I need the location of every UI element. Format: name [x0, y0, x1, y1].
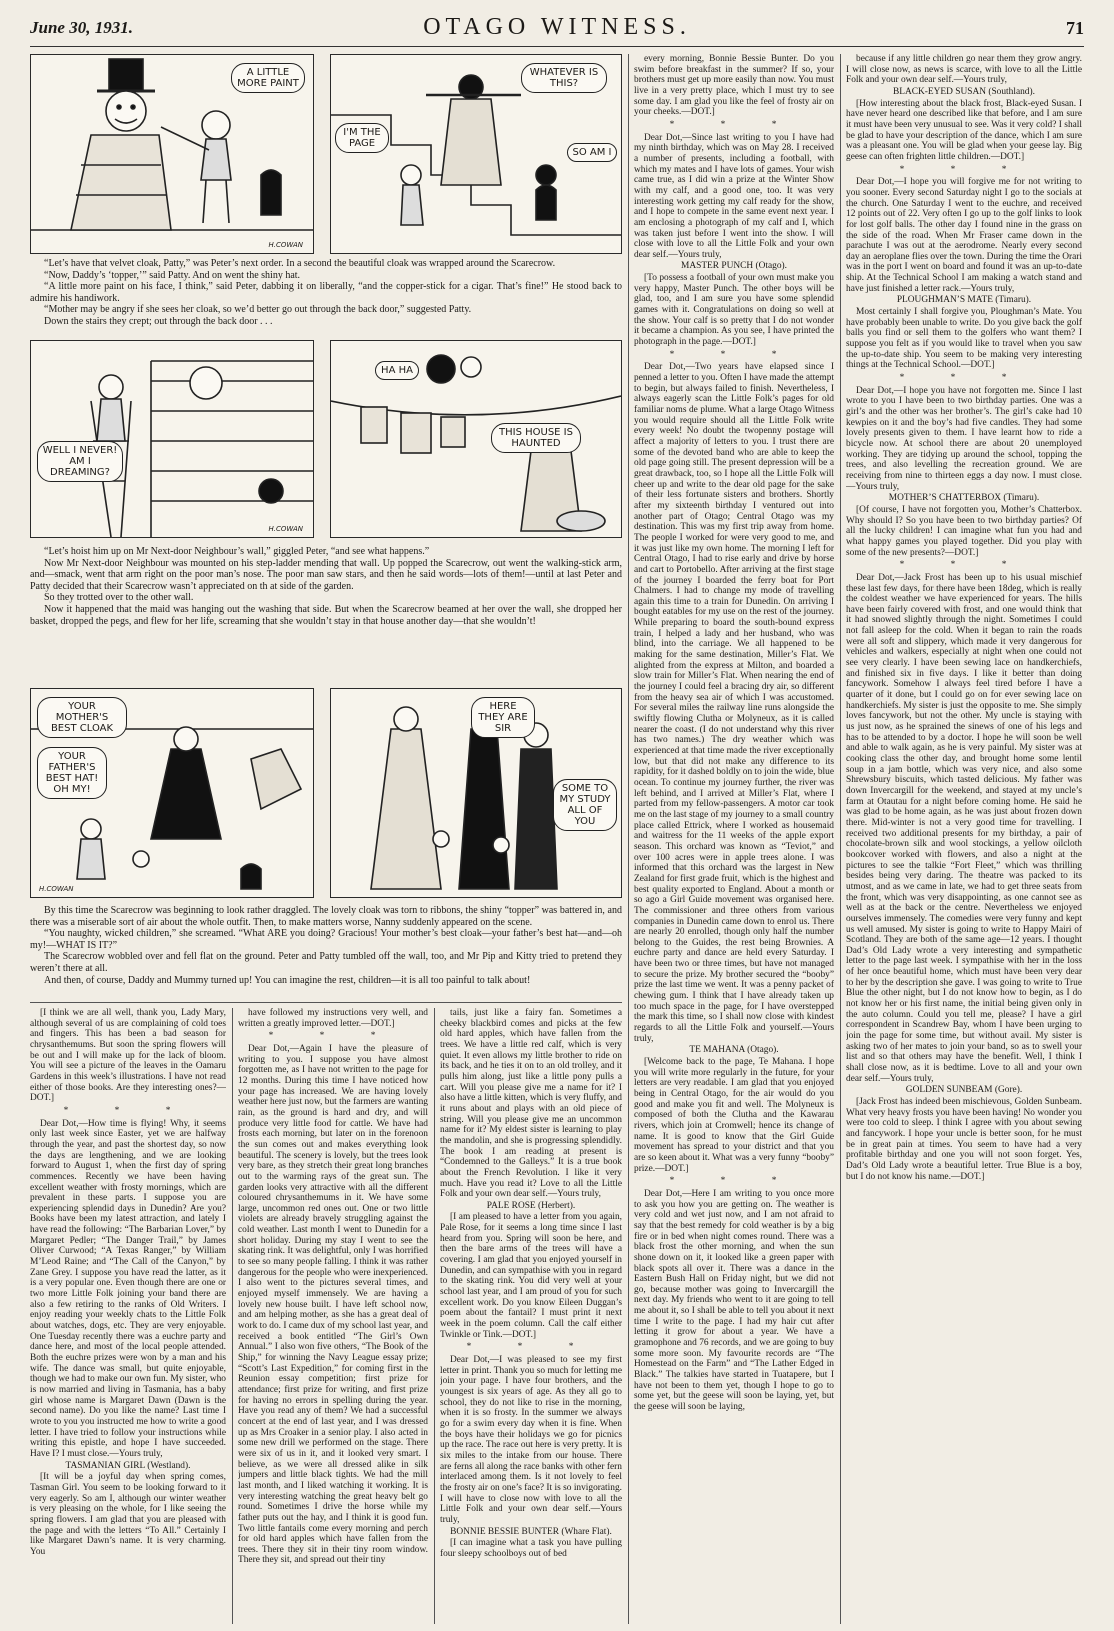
letter-signature: GOLDEN SUNBEAM (Gore). — [905, 1085, 1023, 1096]
section-stars: * * * — [669, 349, 799, 360]
speech-bubble: YOUR MOTHER'S BEST CLOAK — [37, 697, 127, 738]
comic-panel-nanny — [30, 688, 314, 898]
comic-panel-wall-neighbour — [30, 340, 314, 538]
letters-column-4 — [634, 54, 834, 1624]
column-rule — [628, 54, 629, 1624]
section-stars: * * * — [669, 1176, 799, 1187]
letter-signature: BONNIE BESSIE BUNTER (Whare Flat). — [450, 1526, 612, 1537]
section-rule — [30, 1002, 622, 1003]
editor-reply: [It will be a joyful day when spring comes, Tasman Girl. You seem to be looking forward to it very eagerly. So am I, although our winter weather is very pleasing on the whole, for I like seeing the spring flowers. I am glad that you are pleased with the page and with the letters “To All.” Certainly I like Margaret Dawn’s name. It is very charming. You — [30, 1472, 226, 1557]
letter-signature: PALE ROSE (Herbert). — [486, 1200, 576, 1211]
story-paragraph: By this time the Scarecrow was beginning to look rather draggled. The lovely cloak was torn to ribbons, the shiny “topper” was battered in, and there was a miserable sort of air about the whole outfit. Then, to make matters worse, Nanny suddenly appeared on the scene. — [30, 905, 622, 928]
story-paragraph: And then, of course, Daddy and Mummy turned up! You can imagine the rest, children—it is all too painful to talk about! — [44, 974, 531, 986]
editor-reply: [Of course, I have not forgotten you, Mother’s Chatterbox. Why should I? So you have been to two birthday parties? Of all the lucky children! I can imagine what fun you had and what happy games you played together. Did you play with some of the new presents?—DOT.] — [846, 504, 1082, 558]
letter-body: Dear Dot,—How time is flying! Why, it seems only last week since Easter, yet we are halfway through the year, and past the shortest day, so now the days are lengthening, and we are looking forward to August 1, when the first day of spring commences. Recently we have been having excellent weather with frosty mornings, which are prevalent in these parts. I suppose you are experiencing splendid days in Dunedin? Are you? Books have been my latest attraction, and lately I have read the following: “The Barbarian Lover,” by Margaret Pedler; “The Danger Trail,” by James Oliver Curwood; “A Texas Ranger,” by William M’Leod Raine; and “The Call of the Canyon,” by Zane Grey. I suppose you have read the latter, as it is a very popular one. Even though there are one or two more Little Folk joining your band there are also a few retiring to the ranks of Old Writers. I enjoy reading your weekly chats to the Little Folk about watches, dogs, etc. They are very enjoyable. One Tuesday recently there was a euchre party and dance here, and most of the local people attended. Both the euchre prizes were won by a man and his wife. The dance was small, but quite enjoyable, though we had to make our own fun. My sister, who is now married and living in Tasmania, has a baby girl whose name is Margaret Dawn (Dawn is the second name). Do you like the name? Last time I wrote to you you instructed me how to write a good letter. I have tried to follow your instructions while writing this epistle, and hope I have succeeded. Have I? I must close.—Yours truly, — [30, 1118, 226, 1459]
speech-bubble: YOUR FATHER'S BEST HAT! OH MY! — [37, 747, 107, 799]
letter-body: because if any little children go near them they grow angry. I will close now, as news is scarce, with love to all the Little Folk and your own dear self.—Yours truly, — [846, 54, 1082, 86]
editor-reply: [I think we are all well, thank you, Lady Mary, although several of us are complaining of cold toes and fingers. This has been a bad season for chrysanthemums. But soon the spring flowers will be out and I will make up for the lack of bloom. You will see a picture of the leaves in the Oamaru Gardens in this week’s illustrations. I have not read either of those books. Are they interesting ones?—DOT.] — [30, 1008, 226, 1104]
section-stars: * * * — [899, 164, 1029, 175]
letters-column-2 — [238, 1008, 428, 1624]
story-paragraph: Now Mr Next-door Neighbour was mounted on his step-ladder mending that wall. Up popped the Scarecrow, out went the walking-stick arm, and—smack, went that arm right on the poor man’s nose. The poor man saw stars, and then he said words—lots of them!—until at last Peter and Patty decided that their Scarecrow wasn’t appreciated on th at side of the garden. — [30, 557, 622, 592]
comic-panel-back-door — [330, 54, 622, 254]
section-stars: * * * — [899, 373, 1029, 384]
story-paragraph: “Now, Daddy’s ‘topper,’” said Patty. And on went the shiny hat. — [44, 269, 301, 281]
letter-body: Dear Dot,—Again I have the pleasure of writing to you. I suppose you have almost forgotten me, as I have not written to the page for 12 months. During this time I have noticed how your page has increased. We are having lovely weather here just now, but the farmers are wanting rain, as the ground is hard and dry, and will produce very little food for cattle. We have had frosts each morning, but later on in the forenoon the sun comes out and makes everything look beautiful. The scenery is lovely, but the trees look very bare, as they stretch their great long branches out to the warming rays of the great sun. The garden looks very attractive with all the different coloured chrysanthemums in it. We have some large, uncommon red ones out. One or two little violets are already bravely struggling against the cold weather. Last month I went to Dunedin for a short holiday. During my stay I went to see the skating rink. It was delightful, only I was horrified to see so many people falling. I think it was rather dangerous for the people who were inexperienced. I also went to the pictures several times, and enjoyed myself immensely. We are having a lovely new house built. I have left school now, and am helping mother, as she has a great deal of work to do. I came dux of my school last year, and received a book entitled “The Girl’s Own Annual.” I also won five others, “The Book of the Ship,” for winning the Navy League essay prize; “Scott’s Last Expedition,” for coming first in the Reunion essay competition; first prize for attendance; first prize for writing, and first prize for having no errors in spelling during the year. Have you read any of them? We had a successful concert at the end of last year, and I was dressed up as Mrs Croaker in a senior play. I also acted in some new drill we performed on the stage. There were six of us in it, and it looked very smart. I believe, as we were all dressed alike in silk jumpers and little black tights. We had the mill last month, and I liked watching it working. It is very interesting watching the great heavy belt go round. Sometimes I drive the horse while my father puts out the hay, and I think it is good fun. Two little fantails come every morning and perch for old hard apples which have fallen from the trees. There they sit in their tiny room window. There they sit, and spread out their tiny — [238, 1043, 428, 1566]
column-rule — [232, 1008, 233, 1624]
speech-bubble: WELL I NEVER! AM I DREAMING? — [37, 441, 123, 482]
editor-reply: [I can imagine what a task you have pulling four sleepy schoolboys out of bed — [440, 1538, 622, 1559]
letter-body: Dear Dot,—Jack Frost has been up to his usual mischief these last few days, for there have been 18deg, which is really the coldest weather we have experienced for years. The hills have been fairly covered with frost, and one would think that it had snowed slightly through the night. Sometimes I could not fall asleep for the cold. When it began to rain the roads were all soft and slippery, which made it very dangerous for vehicles and walkers, especially at night when one could not see very clearly. I have been sewing lace on handkerchiefs, and finished six in five days. I like it better than doing fancywork. Somehow I always feel tired before I have a quarter of it done, but I could go on for ever sewing lace on handkerchiefs. My sister is just the opposite to me. She simply loves fancywork, but not the other. My uncle is staying with us just now, as he sprained the sinews of one of his legs and has to be attended to by a doctor. I hope he will soon be well and able to walk again, as he is very painful. My sister was at cooking class the other day, and brought home some lentil soup in a jam bottle, which was very nice, and also some Shrewsbury biscuits, which tasted delicious. My father was down Invercargill for the weekend, and stayed at my uncle’s farm at Otautau for a night before coming home. He said he was glad to be home again, as he was just about frozen down there. Mid-winter is not a very good time for travelling. I received two additional presents for my birthday, a pair of chocolate-brown silk and wool stockings, a yellow oilcloth bookcover worked with flowers, and also a night at the pictures to see the talkie “Fort Fleet,” which was thrilling besides being very daring. The theatre was packed to its utmost, and as we came in late, we had to get three seats from the front, which was very disappointing, as one cannot see as well as at the back or the centre. Nevertheless we enjoyed ourselves immensely. The comedies were very funny and kept us well amused. My sister is going to write to Happy Mairi of Scotland. They are both of the same age—12 years. I thought Dad’s Old Lady wrote a very interesting and sympathetic letter to the page last week. I sympathise with her in the loss of her once beautiful home, which must have been very dear to her by the description she gave. I was going to write to True Blue the other night, but I do not know how to begin, as I do not know her or his first name, the initial being given only in the auto column. Could you tell me, please? I have a girl correspondent in Scandrew Bay, whom I have been urging to join the page for some time, but without avail. My sister is asking two of her mates to join your band, so as to swell your list and so that others may have the benefit. Well, I think I shall close now, as it is bedtime. Love to all and your own dear self.—Yours truly, — [846, 572, 1082, 1084]
letter-body: Dear Dot,—I hope you will forgive me for not writing to you sooner. Every second Saturday night I go to the socials at the church. One Saturday I went to the euchre, and received 12 points out of 22. Very often I go up to the golf links to look for lost golf balls. The other day I found nine in the grass on the side of the road. When Mr Fraser came down in the parachute I was out at the aerodrome. Nearly every second day an aeroplane flies over the town. During the time the Orari was in the port I went on board and found it was an up-to-date ship. At the Technical School I am making a watch stand and have just finished a letter rack.—Yours truly, — [846, 177, 1082, 294]
artist-signature: H.COWAN — [268, 241, 303, 249]
letter-signature: MASTER PUNCH (Otago). — [681, 261, 787, 272]
artist-signature: H.COWAN — [39, 885, 74, 893]
letter-body: Dear Dot,—Here I am writing to you once more to ask you how you are getting on. The weather is very cold and wet just now, and I am not afraid to say that the best remedy for cold weather is by a big fire or in bed when night comes round. There was a black frost the other morning, and when the sun shone down on it, it looked like a green paper with black spots all over it. There was a dance in the Eastern Bush Hall on Friday night, but we did not go, because mother was going to Invercargill the next day. My friends who went to it are going to tell me about it, so I shall be able to tell you about it next time I write to the page. I had my hair cut after letting it grow for about a year. We have a gramophone and 76 records, and we are going to buy some more soon. My favourite records are “The Homestead on the Farm” and “The Lather Edged in Black.” The talkies have started in Tuatapere, but I have not been to them yet, though I hope to go to some yet, but the geese will soon be laying, yet, but the geese will soon be laying, — [634, 1188, 834, 1413]
speech-bubble: HA HA — [375, 361, 419, 380]
section-stars: * * * — [268, 1031, 398, 1042]
story-paragraph: “Mother may be angry if she sees her cloak, so we’d better go out through the back door,” suggested Patty. — [44, 304, 472, 316]
editor-reply: have followed my instructions very well, and written a greatly improved letter.—DOT.] — [238, 1008, 428, 1029]
section-stars: * * * — [899, 560, 1029, 571]
speech-bubble: HERE THEY ARE SIR — [471, 697, 535, 738]
header-rule — [30, 46, 1084, 47]
comic-panel-scarecrow-dressing — [30, 54, 314, 254]
speech-bubble: SOME TO MY STUDY ALL OF YOU — [553, 779, 617, 831]
page-number: 71 — [1066, 18, 1084, 38]
story-paragraph: “A little more paint on his face, I think,” said Peter, dabbing it on liberally, “and the copper-stick for a cigar. That’s fine!” He stood back to admire his handiwork. — [30, 281, 622, 304]
editor-reply: Most certainly I shall forgive you, Ploughman’s Mate. You have probably been unable to write. Do you give back the golf balls you find or sell them to the golfers who want them? I suppose you felt as if you would like to travel when you saw the up-to-date ship. You seem to be making very interesting things at the Technical School.—DOT.] — [846, 307, 1082, 371]
story-paragraph: “Let’s hoist him up on Mr Next-door Neighbour’s wall,” giggled Peter, “and see what happens.” — [44, 546, 430, 557]
editor-reply: every morning, Bonnie Bessie Bunter. Do you swim before breakfast in the summer? If so, your brothers must get up more easily than now. You must live in a very pretty place, which I must try to see some day. I am glad you like the feel of frosty air on your cheeks.—DOT.] — [634, 54, 834, 118]
story-part-2 — [30, 546, 622, 627]
editor-reply: [I am pleased to have a letter from you again, Pale Rose, for it seems a long time since I last heard from you. Spring will soon be here, and then the bare arms of the trees will have a covering. I am glad that you enjoyed yourself in Dunedin, and can sympathise with you in regard to the skating rink. You did very well at your school last year, and I am proud of you for such excellent work. Do you know Eileen Duggan’s poem about the fantail? I must print it next week in the poem column. Call the calf either Twinkle or Tink.—DOT.] — [440, 1212, 622, 1340]
letter-signature: PLOUGHMAN’S MATE (Timaru). — [896, 295, 1032, 306]
editor-reply: [How interesting about the black frost, Black-eyed Susan. I have never heard one described like that before, and I am sure it must have been very unusual to see. Was it very cold? I shall be glad to have your description of the dance, which I am sure was a pleasant one. You will be glad when your geese lay. Big geese can often frighten little children.—DOT.] — [846, 98, 1082, 162]
issue-date: June 30, 1931. — [30, 18, 133, 37]
story-part-3 — [30, 905, 622, 986]
page-header — [30, 14, 1084, 44]
masthead-title: OTAGO WITNESS. — [423, 14, 691, 40]
section-stars: * * * — [669, 119, 799, 130]
story-paragraph: Now it happened that the maid was hanging out the washing that side. But when the Scarecrow beamed at her over the wall, she dropped her basket, dropped the pegs, and flew for her life, screaming that she wouldn’t stay in that house another day—that she wouldn’t! — [30, 603, 622, 627]
speech-bubble: WHATEVER IS THIS? — [521, 63, 607, 93]
letters-column-3 — [440, 1008, 622, 1624]
editor-reply: [Welcome back to the page, Te Mahana. I hope you will write more regularly in the future, for your letters are very readable. I am glad that you enjoyed being in Central Otago, for the air would do you good and make you fit and well. The Molyneux is composed of both the Clutha and the Kawarau rivers, which join at Cromwell; hence its change of name. It is good to know that the Girl Guide movement has spread to your district and that you are so keen about it. What was a very funny “booby” prize.—DOT.] — [634, 1057, 834, 1174]
section-stars: * * * — [466, 1342, 596, 1353]
speech-bubble: SO AM I — [567, 143, 617, 162]
letter-body: Dear Dot,—I was pleased to see my first letter in print. Thank you so much for letting me join your page. I have four brothers, and the youngest is six years of age. As they all go to school, they do not like to rise in the morning, when it is so frosty. In the summer we always go for a swim every day when it is fine. When the boys have their holidays we go for picnics up the race. The race out here is very pretty. It is six miles to the intake from our house. There are ferns all along the race banks with other fern interlaced among them. Is it not lovely to feel the frosty air on one’s face? It is so invigorating. I will have to close now with love to all the Little Folk and your own dear self.—Yours truly, — [440, 1355, 622, 1525]
letter-signature: MOTHER’S CHATTERBOX (Timaru). — [888, 493, 1040, 504]
editor-reply: [To possess a football of your own must make you very happy, Master Punch. The other boys will be glad, too, and I am sure you have some splendid games with it. Congratulations on doing so well at the show. Your calf is so pretty that I do not wonder it became a champion. As you see, I have printed the photograph in the page.—DOT.] — [634, 273, 834, 348]
letter-signature: BLACK-EYED SUSAN (Southland). — [893, 86, 1035, 97]
letters-column-5 — [846, 54, 1082, 1624]
speech-bubble: I'M THE PAGE — [335, 123, 389, 153]
letter-body: Dear Dot,—Two years have elapsed since I penned a letter to you. Often I have made the attempt to begin, but always failed to finish. Nevertheless, I always eagerly scan the Little Folk’s pages for old familiar noms de plume. What a large Otago Witness you would require should all the Little Folk write every week! No doubt the twopenny postage will affect a majority of letters to you. I trust there are some of the devoted band who are able to keep the old page going still. The present depression will be a great drawback, too, so I hope all the Little Folk will cheer up and write to the dear old page for the sake of their less fortunate sisters and brothers. Shortly after my sixteenth birthday I ventured out into another part of Otago; Central Otago was my destination. This was my first trip away from home. The people I worked for were very good to me, and it was just like my own home. The morning I left for Central Otago, I had to rise early and drive by horse and cart to Portobello. After arriving at the first stage of the journey I boarded the ferry boat for Port Chalmers. I had to change my mode of travelling again this time to a train for Dunedin. On arriving I bought eatables for my use on the rest of the journey. While preparing to board the south-bound express train, I helped a lady and her husband, who was blind, into the carriage. We all happened to be making for the same destination, Miller’s Flat. We alighted from the express at Milton, and boarded a slow train for Miller’s Flat. When nearing the end of the journey I could feel a bracing dry air, so different from the heavy sea air of which I was accustomed. For several miles the railway line runs alongside the swiftly flowing Clutha or Molyneux, as it is called nearer the coast. (I do not understand why this river has two names.) The dry weather which was experienced at that time made the river exceptionally low, but that did not make any difference to its rapidity, for it dashed boldly on to join the wide, blue ocean. To continue my journey further, the river was left behind, and I arrived at Miller’s Flat, where I parted from my fellow-passengers. A motor car took me on the last stage of my journey to a small country place called Ettrick, where I worked as housemaid and waitress for the 11 weeks of the apple export season. This orchard was known as “Teviot,” and over 100 acres were in apple trees alone. I was informed that this orchard was the largest in New Zealand for first grade fruit, which is the highest and best quality exported to England. About a month or so ago a Girl Guide movement was organised here. The commissioner and three others from various companies in Dunedin came down to enrol us. There are nearly 20 enrolled, though only half the number belong to the Guides, the rest being Brownies. A euchre party and dance are held every Saturday. I have been two or three times, but have not managed to secure the prize. My brother secured the “booby” prize the last time we went. It was a penny packet of chewing gum. I think that I have already taken up too much space in the page, for I have overstepped the mark this time, so I shall now close with kindest regards to all the Little Folk and yourself.—Yours truly, — [634, 362, 834, 1044]
letter-body: tails, just like a fairy fan. Sometimes a cheeky blackbird comes and picks at the few old hard apples, which have fallen from the trees. We have a little red calf, which is very quiet. It even allows my little brother to ride on its back, and he ties it on to an old trolley, and it pulls him along, just like a little pony pulls a cart. Will you please give me a name for it? I also have a little kitten, which is very fluffy, and it runs about and plays with an old piece of string. Will you please give me an uncommon name for it? My eldest sister is learning to play the mandolin, and she is progressing splendidly. The book I am reading at present is “Condemned to the Galleys.” It is a true book about the French Revolution. I like it very much. Have you read it? Love to all the Little Folk and your own dear self.—Yours truly, — [440, 1008, 622, 1200]
neighbour-drawing — [31, 341, 313, 537]
letter-body: Dear Dot,—Since last writing to you I have had my ninth birthday, which was on May 28. I received a number of presents, including a football, with which my mates and I have lots of games. Your wish came true, as I did win a prize at the Winter Show with my calf, and a good one, too. It was very interesting work getting my calf ready for the show, and I hope to compete in the same event next year. I am enclosing a photograph of my calf and I, which was taken just before I went into the show. I will close with love to all the Little Folk and your own dear self.—Yours truly, — [634, 132, 834, 260]
artist-signature: H.COWAN — [268, 525, 303, 533]
story-paragraph: So they trotted over to the other wall. — [44, 592, 194, 604]
letter-signature: TE MAHANA (Otago). — [689, 1045, 779, 1056]
editor-reply: [Jack Frost has indeed been mischievous, Golden Sunbeam. What very heavy frosts you have been having! No wonder you were too cold to sleep. I think I agree with you about sewing and fancywork. I hope your uncle is better soon, for he must be in great pain at times. You seem to have had a very profitable birthday and one you will not soon forget. Yes, Dad’s Old Lady wrote a beautiful letter. True Blue is a boy, but I do not know his name.—DOT.] — [846, 1097, 1082, 1182]
story-paragraph: “You naughty, wicked children,” she screamed. “What ARE you doing? Gracious! Your mother’s best cloak—your father’s best hat—and—oh my!—WHAT IS IT?” — [30, 928, 622, 951]
comic-panel-parents — [330, 688, 622, 898]
letters-column-1 — [30, 1008, 226, 1624]
letter-signature: TASMANIAN GIRL (Westland). — [65, 1460, 191, 1471]
speech-bubble: THIS HOUSE IS HAUNTED — [491, 423, 581, 453]
letter-body: Dear Dot,—I hope you have not forgotten me. Since I last wrote to you I have been to two birthday parties. One was a girl’s and the other was her brother’s. The girl’s cake had 10 kewpies on it and the boy’s had five candles. They had some lovely presents given to them. I have learnt how to ride a bicycle now. At school there are about 20 unemployed working. They are tidying up around the school, topping the trees, and also levelling the recreation ground. We are receiving from nine to thirteen eggs a day now. I must close.—Yours truly, — [846, 385, 1082, 492]
section-stars: * * * — [63, 1105, 193, 1116]
story-part-1 — [30, 258, 622, 328]
story-paragraph: “Let’s have that velvet cloak, Patty,” was Peter’s next order. In a second the beautiful cloak was wrapped around the Scarecrow. — [44, 258, 556, 269]
story-paragraph: The Scarecrow wobbled over and fell flat on the ground. Peter and Patty tumbled off the wall, too, and Mr Pip and Kitty tried to pretend they weren’t there at all. — [30, 951, 622, 974]
comic-panel-washing-line — [330, 340, 622, 538]
story-paragraph: Down the stairs they crept; out through the back door . . . — [44, 315, 273, 327]
column-rule — [840, 54, 841, 1624]
column-rule — [434, 1008, 435, 1624]
speech-bubble: A LITTLE MORE PAINT — [231, 63, 305, 93]
